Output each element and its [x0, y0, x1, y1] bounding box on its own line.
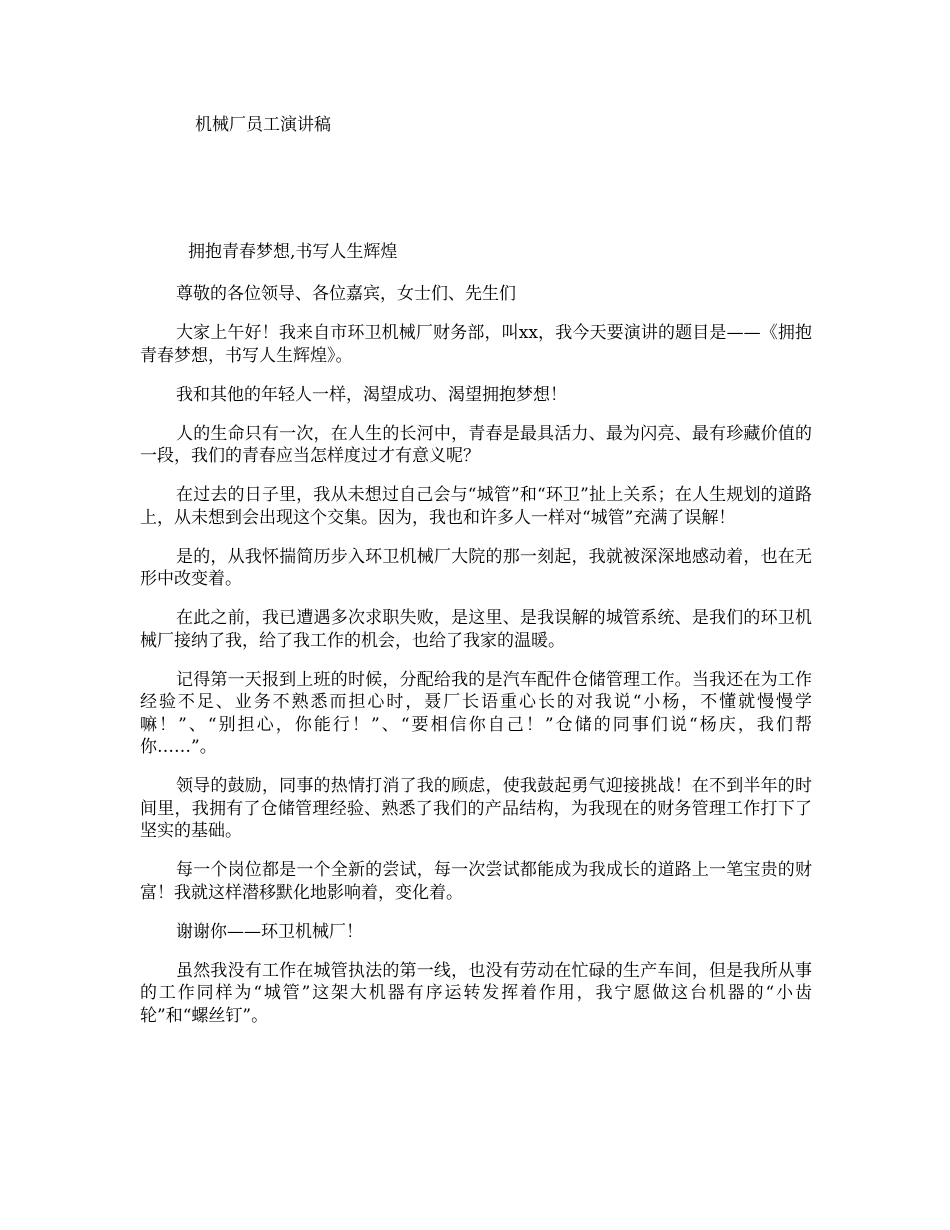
document-body [140, 283, 812, 1044]
paragraph: 每一个岗位都是一个全新的尝试，每一次尝试都能成为我成长的道路上一笔宝贵的财富！我就这样潜移默化地影响着，变化着。 [140, 860, 812, 903]
paragraph: 是的，从我怀揣简历步入环卫机械厂大院的那一刻起，我就被深深地感动着，也在无形中改变着。 [140, 546, 812, 589]
paragraph-greeting: 尊敬的各位领导、各位嘉宾，女士们、先生们 [176, 284, 516, 304]
paragraph-thanks: 谢谢你——环卫机械厂！ [176, 921, 363, 942]
paragraph: 在此之前，我已遭遇多次求职失败，是这里、是我误解的城管系统、是我们的环卫机械厂接纳了我，给了我工作的机会，也给了我家的温暖。 [140, 608, 812, 651]
paragraph: 我和其他的年轻人一样，渴望成功、渴望拥抱梦想！ [176, 384, 567, 405]
paragraph: 在过去的日子里，我从未想过自己会与“城管”和“环卫”扯上关系；在人生规划的道路上，从未想到会出现这个交集。因为，我也和许多人一样对“城管”充满了误解！ [140, 485, 812, 528]
paragraph: 虽然我没有工作在城管执法的第一线，也没有劳动在忙碌的生产车间，但是我所从事的工作同样为“城管”这架大机器有序运转发挥着作用，我宁愿做这台机器的“小齿轮”和“螺丝钉”。 [140, 960, 812, 1026]
paragraph-introduction: 大家上午好！我来自市环卫机械厂财务部，叫xx，我今天要演讲的题目是——《拥抱青春梦想，书写人生辉煌》。 [140, 323, 812, 366]
speech-subtitle: 拥抱青春梦想,书写人生辉煌 [188, 242, 398, 262]
paragraph: 记得第一天报到上班的时候，分配给我的是汽车配件仓储管理工作。当我还在为工作经验不足、业务不熟悉而担心时，聂厂长语重心长的对我说“小杨，不懂就慢慢学嘛！”、“别担心，你能行！”、“要相信你自己！”仓储的同事们说“杨庆，我们帮你……”。 [140, 669, 812, 757]
paragraph: 领导的鼓励，同事的热情打消了我的顾虑，使我鼓起勇气迎接挑战！在不到半年的时间里，我拥有了仓储管理经验、熟悉了我们的产品结构，为我现在的财务管理工作打下了坚实的基础。 [140, 776, 812, 841]
paragraph: 人的生命只有一次，在人生的长河中，青春是最具活力、最为闪亮、最有珍藏价值的一段，我们的青春应当怎样度过才有意义呢？ [140, 423, 812, 466]
document-title: 机械厂员工演讲稿 [195, 115, 331, 135]
